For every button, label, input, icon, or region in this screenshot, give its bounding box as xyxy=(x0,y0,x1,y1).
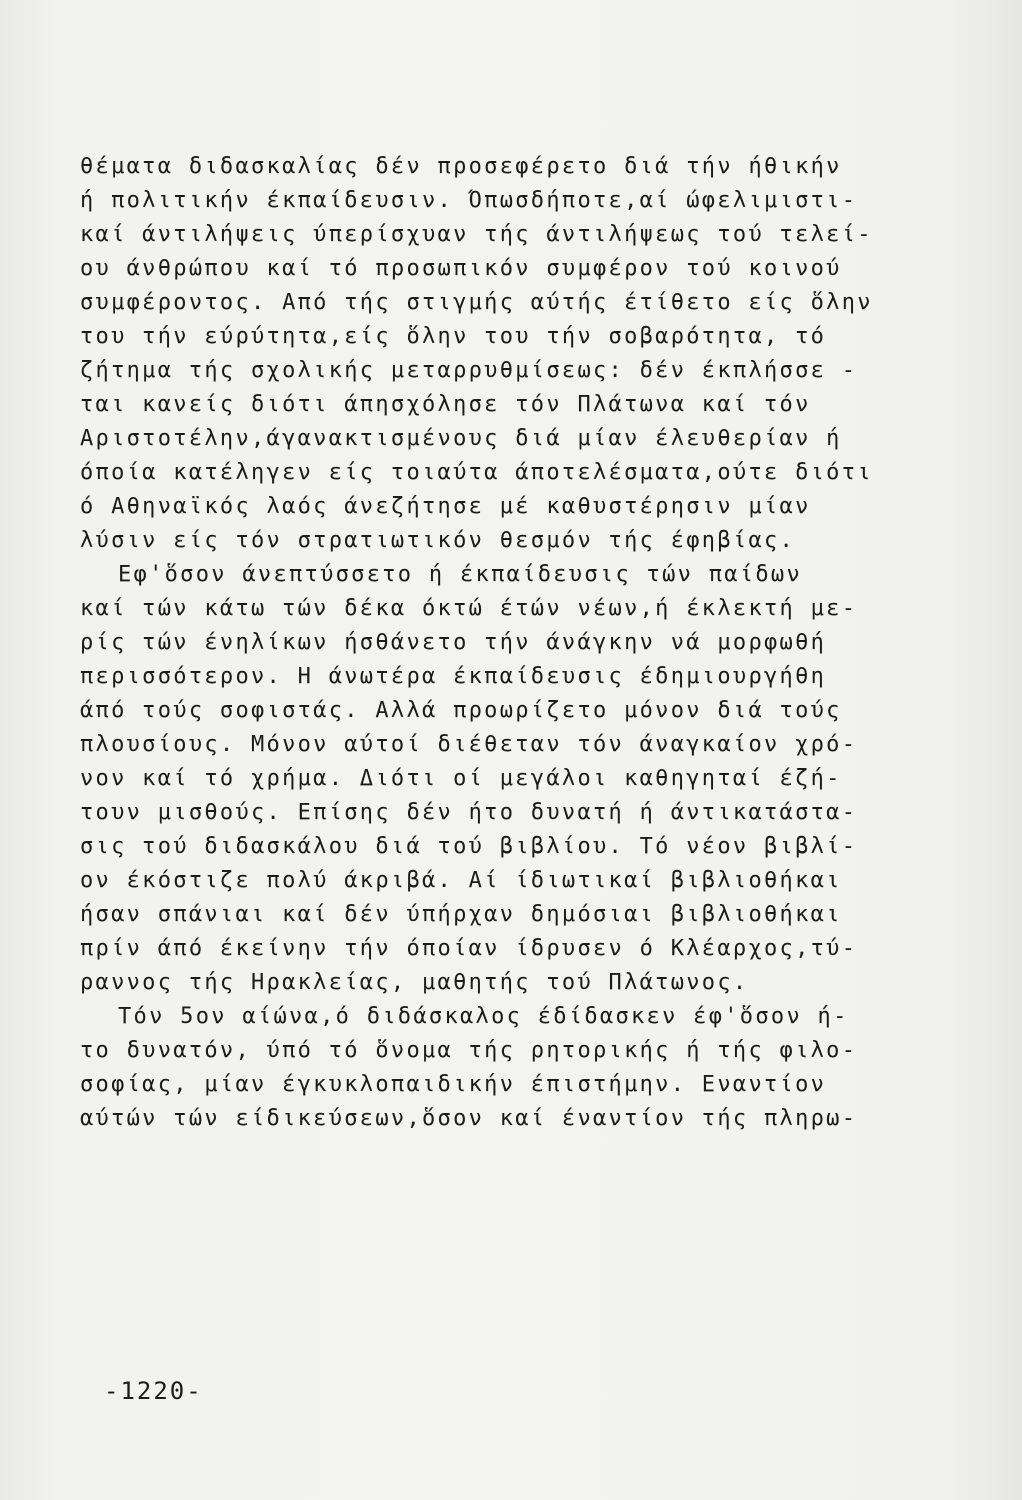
text-line: Αριστοτέλην,άγανακτισμένους διά μίαν έλευθερίαν ή xyxy=(80,426,842,451)
text-line: πλουσίους. Μόνον αύτοί διέθεταν τόν άναγκαίον χρό- xyxy=(80,732,858,757)
text-line: νον καί τό χρήμα. Διότι οί μεγάλοι καθηγηταί έζή- xyxy=(80,766,842,791)
text-line: σοφίας, μίαν έγκυκλοπαιδικήν έπιστήμην. Εναντίον xyxy=(80,1072,827,1097)
text-line: αύτών τών είδικεύσεων,ὅσον καί έναντίον τής πληρω- xyxy=(80,1106,858,1131)
text-line: ό Αθηναϊκός λαός άνεζήτησε μέ καθυστέρησιν μίαν xyxy=(80,494,811,519)
text-line: λύσιν είς τόν στρατιωτικόν θεσμόν τής έφηβίας. xyxy=(80,528,796,553)
text-line: ή πολιτικήν έκπαίδευσιν. Όπωσδήποτε,αί ώφελιμιστι- xyxy=(80,188,858,213)
paragraph-start-line: Τόν 5ον αίώνα,ό διδάσκαλος έδίδασκεν έφ'ὅσον ή- xyxy=(118,1004,849,1029)
text-line: καί άντιλήψεις ύπερίσχυαν τής άντιλήψεως τού τελεί- xyxy=(80,222,873,247)
text-line: ρίς τών ένηλίκων ήσθάνετο τήν άνάγκην νά μορφωθή xyxy=(80,630,827,655)
text-line: πρίν άπό έκείνην τήν όποίαν ίδρυσεν ό Κλέαρχος,τύ- xyxy=(80,936,858,961)
text-line: του τήν εύρύτητα,είς ὅλην του τήν σοβαρότητα, τό xyxy=(80,324,827,349)
text-line: ον έκόστιζε πολύ άκριβά. Αί ίδιωτικαί βιβλιοθήκαι xyxy=(80,868,842,893)
paragraph-start-line: Εφ'ὅσον άνεπτύσσετο ή έκπαίδευσις τών παίδων xyxy=(118,562,802,587)
typewritten-text xyxy=(80,150,940,1136)
text-line: ται κανείς διότι άπησχόλησε τόν Πλάτωνα καί τόν xyxy=(80,392,811,417)
text-line: ου άνθρώπου καί τό προσωπικόν συμφέρον τού κοινού xyxy=(80,256,842,281)
text-line: άπό τούς σοφιστάς. Αλλά προωρίζετο μόνον διά τούς xyxy=(80,698,842,723)
text-line: ραννος τής Ηρακλείας, μαθητής τού Πλάτωνος. xyxy=(80,970,749,995)
text-line: τουν μισθούς. Επίσης δέν ήτο δυνατή ή άντικατάστα- xyxy=(80,800,858,825)
text-line: περισσότερον. Η άνωτέρα έκπαίδευσις έδημιουργήθη xyxy=(80,664,827,689)
text-line: σις τού διδασκάλου διά τού βιβλίου. Τό νέον βιβλί- xyxy=(80,834,858,859)
text-line: ζήτημα τής σχολικής μεταρρυθμίσεως: δέν έκπλήσσε - xyxy=(80,358,858,383)
text-line: όποία κατέληγεν είς τοιαύτα άποτελέσματα,ούτε διότι xyxy=(80,460,873,485)
text-line: θέματα διδασκαλίας δέν προσεφέρετο διά τήν ήθικήν xyxy=(80,154,842,179)
text-line: το δυνατόν, ύπό τό ὅνομα τής ρητορικής ή τής φιλο- xyxy=(80,1038,858,1063)
text-line: συμφέροντος. Από τής στιγμής αύτής έτίθετο είς ὅλην xyxy=(80,290,873,315)
text-line: καί τών κάτω τών δέκα όκτώ έτών νέων,ή έκλεκτή με- xyxy=(80,596,858,621)
page-number: -1220- xyxy=(104,1377,203,1405)
text-line: ήσαν σπάνιαι καί δέν ύπήρχαν δημόσιαι βιβλιοθήκαι xyxy=(80,902,842,927)
